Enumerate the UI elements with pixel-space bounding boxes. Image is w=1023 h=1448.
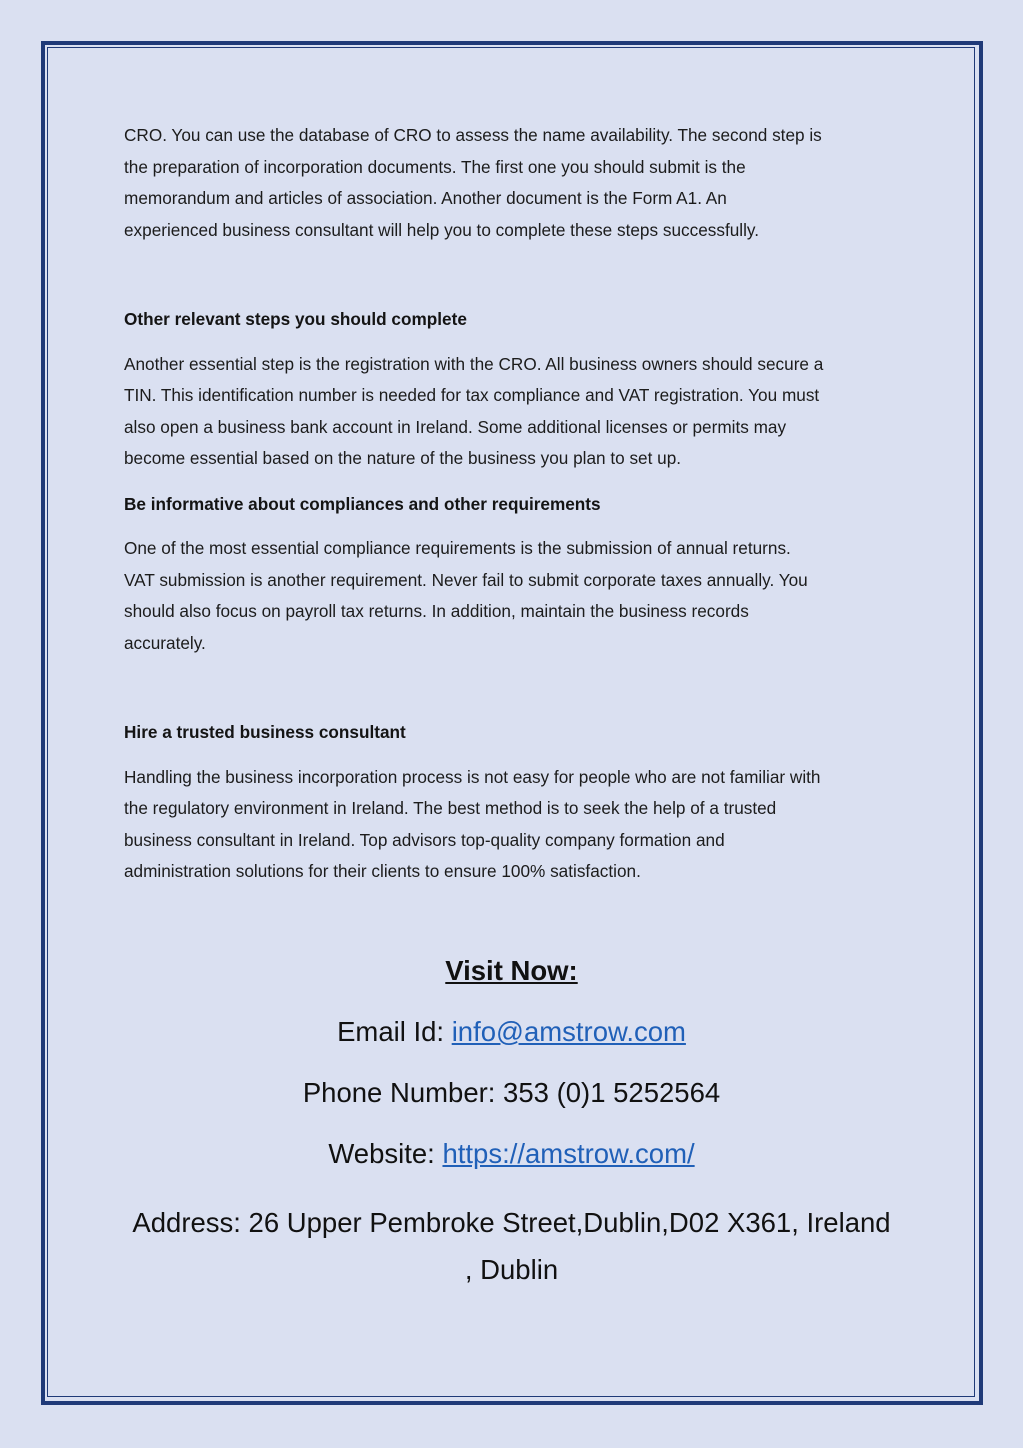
- section-consultant-paragraph: [124, 762, 904, 888]
- paragraph-line: also open a business bank account in Ireland. Some additional licenses or permits may: [124, 416, 787, 437]
- paragraph-line: administration solutions for their clients to ensure 100% satisfaction.: [124, 861, 641, 881]
- paragraph-line: Another essential step is the registration with the CRO. All business owners should secure a: [124, 353, 824, 374]
- phone-line: [100, 1077, 923, 1109]
- email-line: [100, 1016, 923, 1048]
- email-link[interactable]: info@amstrow.com: [451, 1016, 686, 1047]
- paragraph-line: One of the most essential compliance requirements is the submission of annual returns.: [124, 538, 791, 558]
- visit-now-heading: [100, 955, 923, 987]
- section-other-steps-paragraph: [124, 349, 904, 475]
- website-line: [100, 1138, 923, 1170]
- paragraph-line: become essential based on the nature of the business you plan to set up.: [124, 448, 682, 468]
- intro-line: CRO. You can use the database of CRO to assess the name availability. The second step is: [124, 125, 822, 145]
- address-line-1: Address: 26 Upper Pembroke Street,Dublin,D02 X361, Ireland: [132, 1207, 891, 1238]
- paragraph-line: Handling the business incorporation process is not easy for people who are not familiar with: [124, 766, 821, 787]
- email-label: Email Id:: [337, 1016, 452, 1047]
- paragraph-line: accurately.: [124, 632, 206, 653]
- intro-line: the preparation of incorporation documents. The first one you should submit is the: [124, 156, 746, 177]
- section-heading-other-steps: Other relevant steps you should complete: [124, 309, 467, 329]
- visit-now-label: Visit Now:: [445, 955, 578, 986]
- document-body: [124, 120, 904, 888]
- paragraph-line: should also focus on payroll tax returns. In addition, maintain the business records: [124, 601, 749, 621]
- address-block: [100, 1199, 923, 1293]
- paragraph-line: business consultant in Ireland. Top advisors top-quality company formation and: [124, 829, 725, 850]
- phone-text: Phone Number: 353 (0)1 5252564: [302, 1077, 721, 1108]
- paragraph-line: the regulatory environment in Ireland. The best method is to seek the help of a trusted: [124, 798, 777, 818]
- section-heading-consultant: Hire a trusted business consultant: [124, 722, 406, 742]
- website-link[interactable]: https://amstrow.com/: [442, 1138, 695, 1169]
- section-heading-compliances: Be informative about compliances and other requirements: [124, 493, 601, 514]
- section-compliances-paragraph: [124, 533, 904, 659]
- paragraph-line: TIN. This identification number is needed for tax compliance and VAT registration. You must: [124, 385, 820, 405]
- intro-line: experienced business consultant will help you to complete these steps successfully.: [124, 219, 760, 240]
- address-line-2: , Dublin: [464, 1254, 559, 1285]
- website-label: Website:: [328, 1138, 443, 1169]
- intro-paragraph: [124, 120, 904, 246]
- paragraph-line: VAT submission is another requirement. Never fail to submit corporate taxes annually. You: [124, 569, 808, 590]
- intro-line: memorandum and articles of association. Another document is the Form A1. An: [124, 188, 727, 208]
